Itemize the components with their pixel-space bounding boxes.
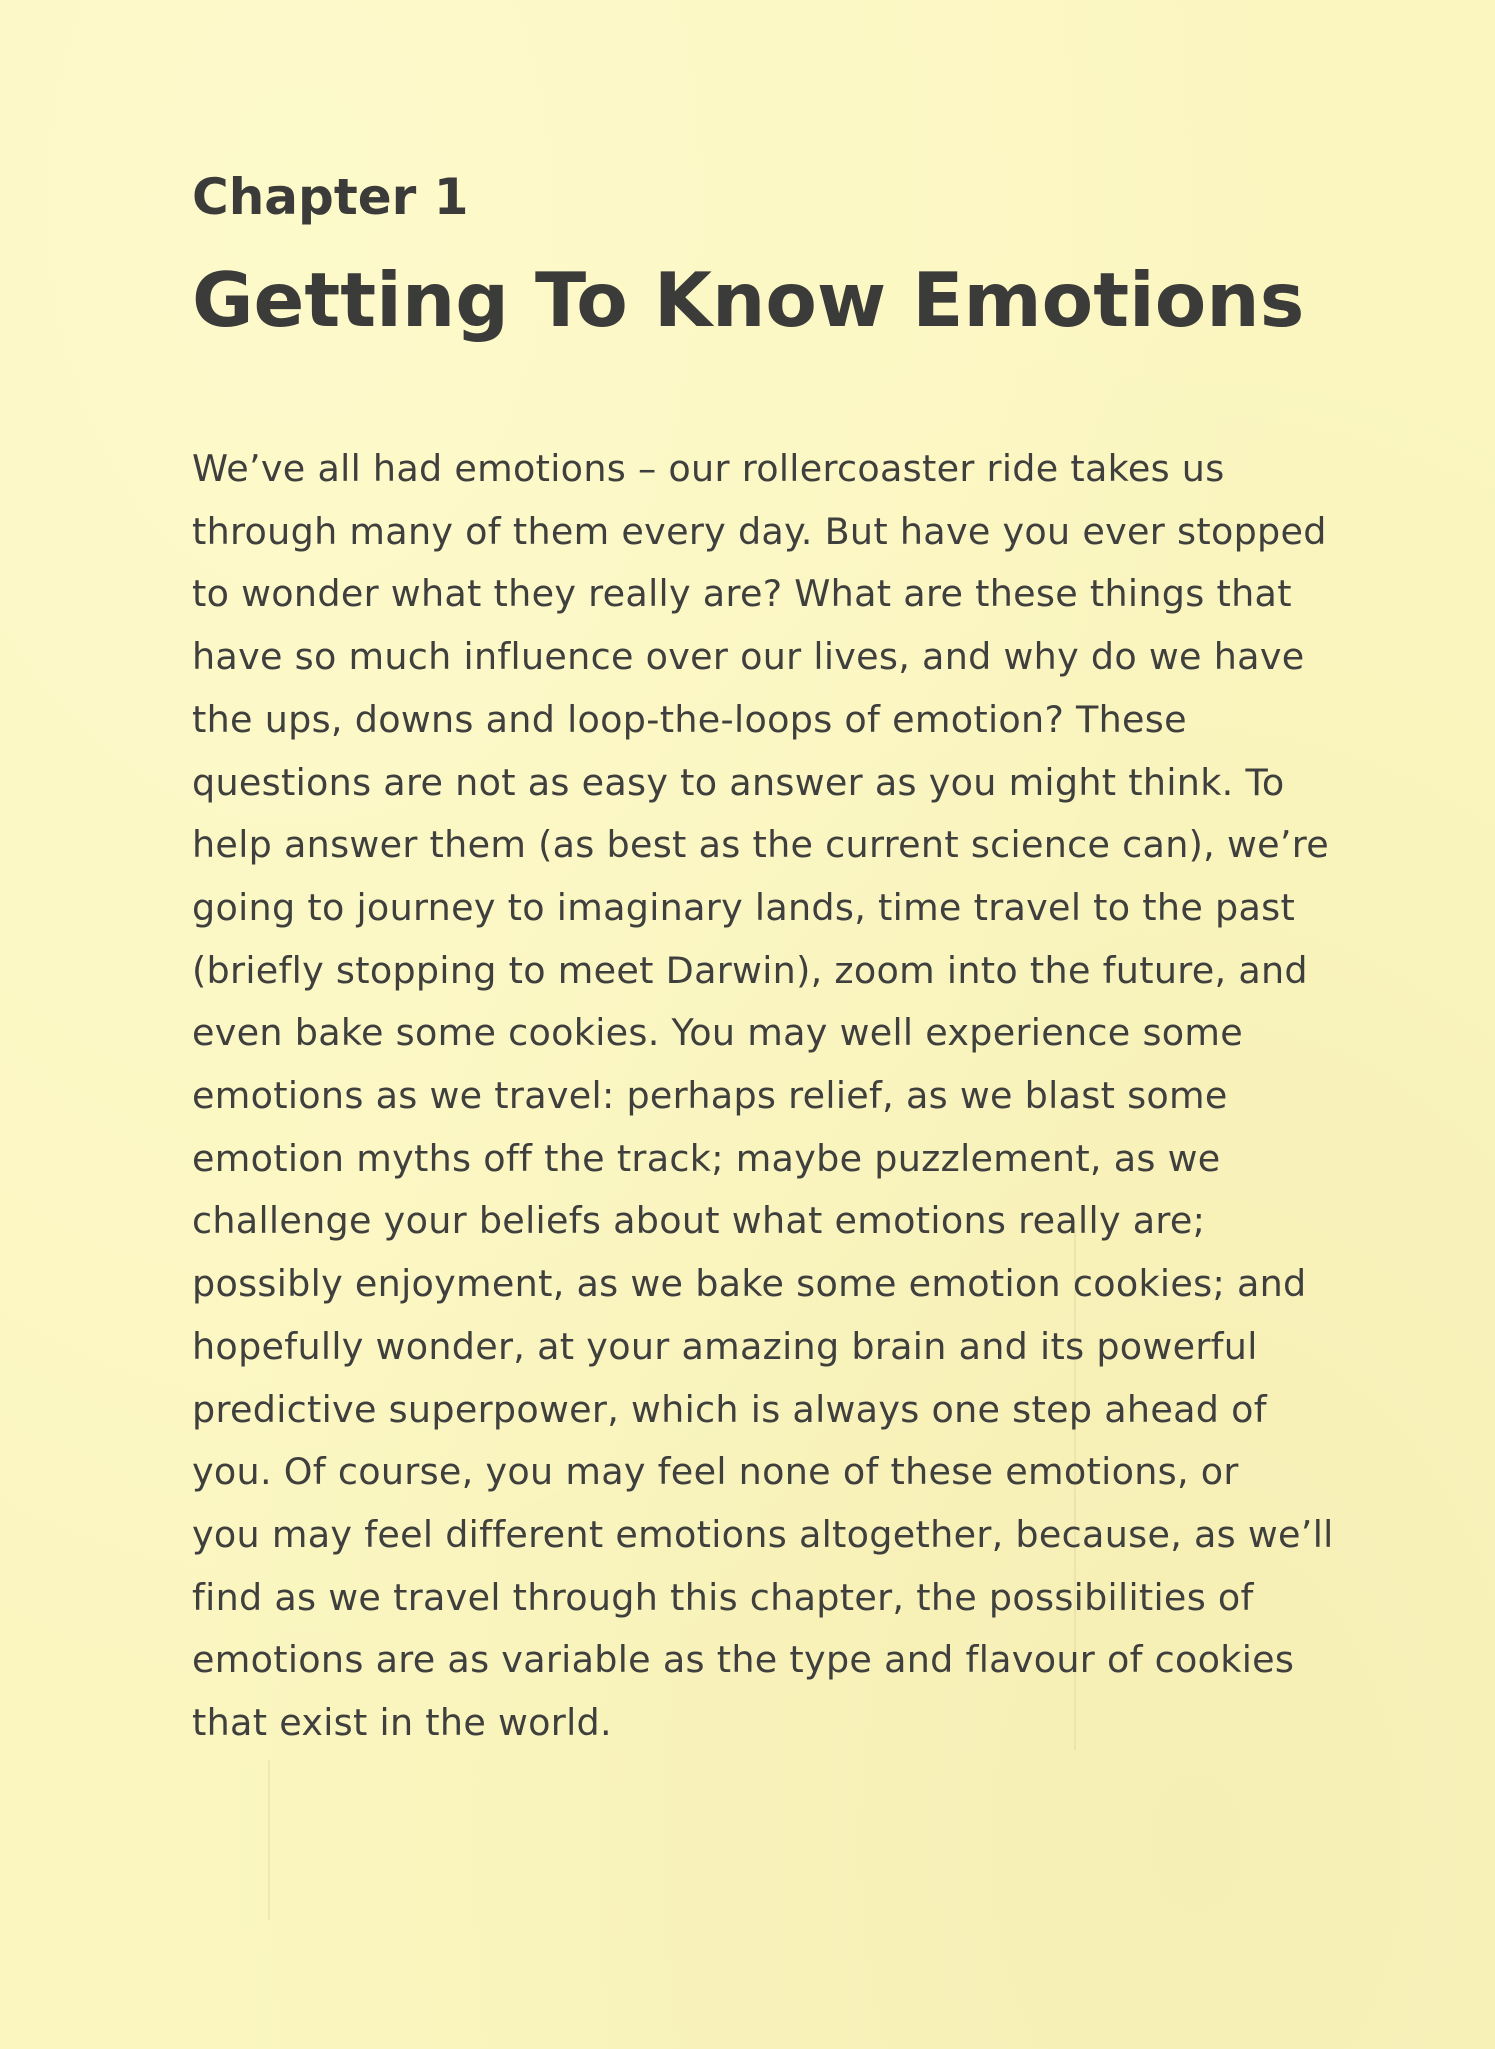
paragraph-line: emotions as we travel: perhaps relief, as we blast some	[192, 1074, 1228, 1118]
paragraph-line: hopefully wonder, at your amazing brain and its powerful	[192, 1324, 1258, 1368]
paragraph-line: find as we travel through this chapter, the possibilities of	[192, 1575, 1254, 1619]
paragraph-line: to wonder what they really are? What are these things that	[192, 572, 1292, 616]
paragraph-line: even bake some cookies. You may well experience some	[192, 1011, 1244, 1055]
chapter-number: Chapter 1	[192, 168, 469, 226]
paragraph-line: predictive superpower, which is always one step ahead of	[192, 1387, 1267, 1431]
chapter-title: Getting To Know Emotions	[192, 256, 1305, 344]
paragraph-line: help answer them (as best as the current science can), we’re	[192, 823, 1330, 867]
paragraph-line: (briefly stopping to meet Darwin), zoom into the future, and	[192, 948, 1308, 992]
paragraph-line: possibly enjoyment, as we bake some emotion cookies; and	[192, 1262, 1307, 1306]
paragraph-line: you. Of course, you may feel none of these emotions, or	[192, 1450, 1239, 1494]
paragraph-line: that exist in the world.	[192, 1701, 612, 1745]
paragraph-line: the ups, downs and loop-the-loops of emotion? These	[192, 697, 1187, 741]
paragraph-line: through many of them every day. But have you ever stopped	[192, 509, 1327, 553]
chapter-body-paragraph	[192, 438, 1342, 1755]
paragraph-line: challenge your beliefs about what emotions really are;	[192, 1199, 1206, 1243]
scan-crease-mark	[268, 1760, 270, 1920]
paragraph-line: emotions are as variable as the type and flavour of cookies	[192, 1638, 1295, 1682]
paragraph-line: going to journey to imaginary lands, time travel to the past	[192, 885, 1296, 929]
paragraph-line: We’ve all had emotions – our rollercoaster ride takes us	[192, 447, 1225, 490]
paragraph-line: emotion myths off the track; maybe puzzlement, as we	[192, 1136, 1221, 1180]
paragraph-line: questions are not as easy to answer as you might think. To	[192, 760, 1285, 804]
paragraph-line: have so much influence over our lives, and why do we have	[192, 635, 1305, 679]
paragraph-line: you may feel different emotions altogether, because, as we’ll	[192, 1512, 1334, 1556]
